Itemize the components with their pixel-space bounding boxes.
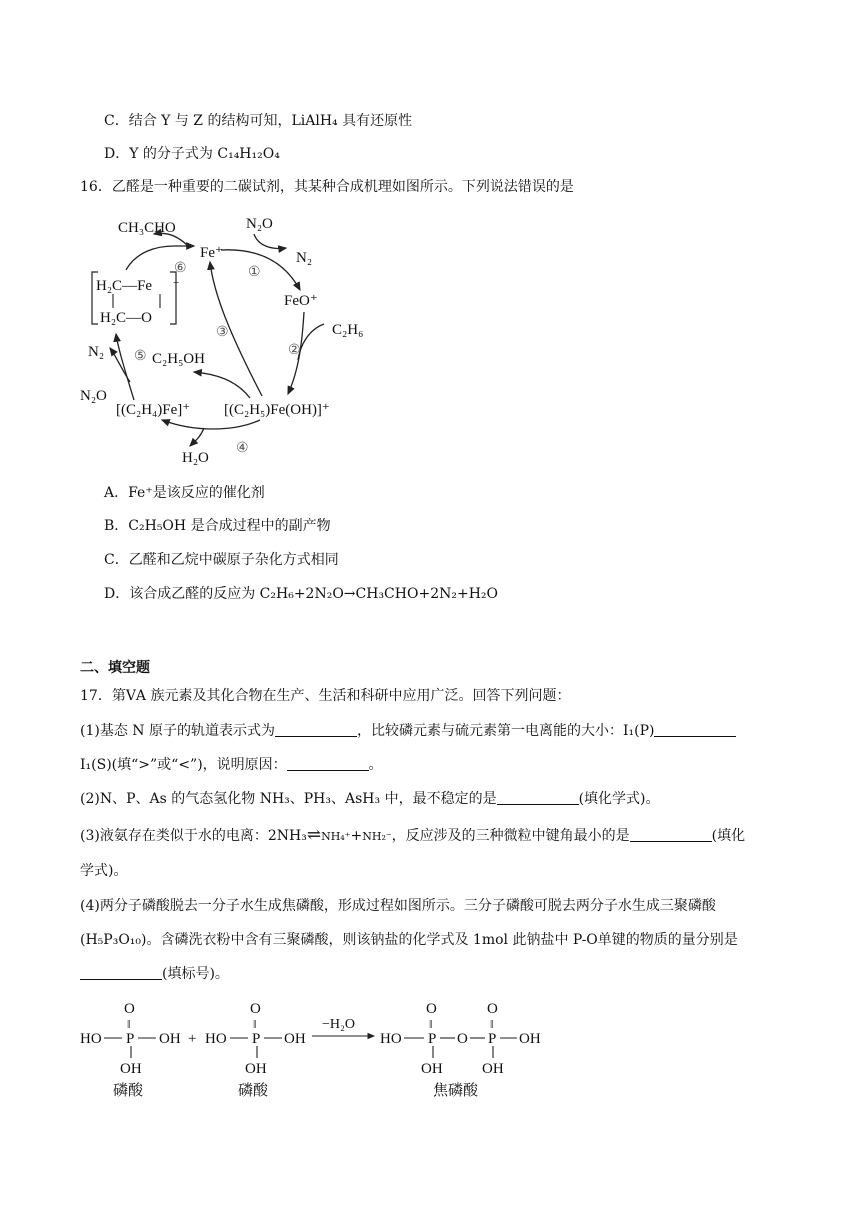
q17-stem: 17．第ⅤA 族元素及其化合物在生产、生活和科研中应用广泛。回答下列问题：	[80, 688, 571, 704]
pyro-p1: P	[428, 1031, 437, 1047]
q15-option-d: D．Y 的分子式为 C₁₄H₁₂O₄	[104, 146, 280, 162]
q17-part1-d: 。	[368, 757, 383, 773]
pyro-double-bond-2: ‖	[490, 1017, 494, 1031]
q17-part3-c: (填化	[711, 828, 746, 844]
answer-blank-2[interactable]	[654, 722, 736, 737]
pyro-o1: O	[426, 1001, 437, 1017]
step-2: ②	[288, 343, 301, 358]
ion-plus: +	[350, 828, 363, 844]
label-phosphoric-acid-1: 磷酸	[113, 1083, 144, 1099]
acid2-p: P	[252, 1031, 261, 1047]
n2o-top-label: N₂O	[246, 216, 273, 232]
step-3: ③	[216, 325, 229, 340]
pyro-o2: O	[487, 1001, 498, 1017]
step-1: ①	[248, 265, 261, 280]
q17-part3-line1	[80, 825, 745, 847]
acid2-oh-right: OH	[284, 1031, 306, 1047]
answer-blank-5[interactable]	[630, 827, 712, 842]
q16-option-d: D．该合成乙醛的反应为 C₂H₆+2N₂O→CH₃CHO+2N₂+H₂O	[104, 586, 498, 602]
answer-blank-1[interactable]	[275, 722, 357, 737]
q17-part4-line3	[80, 964, 229, 984]
step-4: ④	[236, 441, 249, 456]
q17-part2	[80, 789, 660, 809]
q17-part3-b: ，反应涉及的三种微粒中键角最小的是	[391, 828, 630, 844]
equilibrium-arrow: ⇌	[306, 825, 322, 845]
q16-mechanism-diagram	[76, 206, 386, 470]
n2o-left-label: N₂O	[80, 388, 107, 404]
n2-top-label: N₂	[296, 250, 313, 266]
acid2-double-bond: ‖	[253, 1017, 257, 1031]
q15-option-c: C．结合 Y 与 Z 的结构可知，LiAlH₄ 具有还原性	[104, 113, 413, 129]
answer-blank-4[interactable]	[497, 790, 579, 805]
acid1-o: O	[124, 1001, 135, 1017]
label-pyrophosphoric-acid: 焦磷酸	[433, 1083, 479, 1099]
acid2-ho: HO	[205, 1031, 227, 1047]
pyro-double-bond-1: ‖	[429, 1017, 433, 1031]
q16-option-b: B．C₂H₅OH 是合成过程中的副产物	[104, 518, 331, 534]
q17-part1-c: I₁(S)(填“>”或“<”)，说明原因：	[80, 757, 287, 773]
pyro-oh-bottom-2: OH	[482, 1061, 504, 1077]
c2h5oh-label: C₂H₅OH	[152, 351, 205, 367]
q17-part1-a: (1)基态 N 原子的轨道表示式为	[80, 723, 275, 739]
plus-sign: +	[188, 1031, 197, 1047]
acid2-o: O	[250, 1001, 261, 1017]
acid1-oh-right: OH	[159, 1031, 181, 1047]
q16-option-c: C．乙醛和乙烷中碳原子杂化方式相同	[104, 552, 339, 568]
q17-part3-d: 学式)。	[80, 863, 128, 879]
acid1-ho: HO	[80, 1031, 102, 1047]
q17-part4-b: (H₅P₃O₁₀)。含磷洗衣粉中含有三聚磷酸，则该钠盐的化学式及 1mol 此钠盐中 P-O单键的物质的量分别是	[80, 932, 738, 948]
c2h4fe-label: [(C₂H₄)Fe]⁺	[116, 402, 191, 418]
q17-part4-a: (4)两分子磷酸脱去一分子水生成焦磷酸，形成过程如图所示。三分子磷酸可脱去两分子水生成三聚磷酸	[80, 898, 716, 914]
q17-part1-line1	[80, 721, 736, 741]
c2h6-label: C₂H₆	[332, 322, 364, 338]
pyro-oh-right: OH	[519, 1031, 541, 1047]
feo-plus-label: FeO⁺	[284, 293, 318, 309]
ring-charge: +	[173, 277, 180, 289]
q17-part4-c: (填标号)。	[162, 966, 229, 982]
q16-stem: 16．乙醛是一种重要的二碳试剂，其某种合成机理如图所示。下列说法错误的是	[80, 179, 574, 195]
ch3cho-label: CH₃CHO	[118, 220, 176, 236]
pyro-p2: P	[488, 1031, 497, 1047]
q17-part3-a: (3)液氨存在类似于水的电离：2NH₃	[80, 828, 307, 844]
q16-option-a: A．Fe⁺是该反应的催化剂	[104, 485, 265, 501]
section-title: 二、填空题	[80, 660, 150, 676]
n2-left-label: N₂	[88, 344, 105, 360]
pyro-ho: HO	[380, 1031, 402, 1047]
h2o-label: H₂O	[182, 450, 209, 466]
label-phosphoric-acid-2: 磷酸	[238, 1083, 269, 1099]
fe-plus-label: Fe⁺	[200, 245, 223, 261]
pyro-oh-bottom-1: OH	[421, 1061, 443, 1077]
ring-bottom-label: H₂C—O	[100, 310, 152, 326]
acid1-double-bond: ‖	[127, 1017, 131, 1031]
answer-blank-3[interactable]	[287, 756, 369, 771]
nh2-ion: NH₂⁻	[362, 830, 392, 843]
c2h5feoh-label: [(C₂H₅)Fe(OH)]⁺	[224, 402, 330, 418]
q17-part2-a: (2)N、P、As 的气态氢化物 NH₃、PH₃、AsH₃ 中，最不稳定的是	[80, 791, 497, 807]
q17-part1-b: ，比较磷元素与硫元素第一电离能的大小：I₁(P)	[356, 723, 655, 739]
minus-water-label: −H₂O	[322, 1017, 355, 1032]
acid1-oh-bottom: OH	[120, 1061, 142, 1077]
q17-part1-line2	[80, 755, 383, 775]
acid1-p: P	[126, 1031, 135, 1047]
pyrophosphate-scheme	[78, 996, 558, 1104]
step-6: ⑥	[174, 261, 187, 276]
answer-blank-6[interactable]	[80, 965, 162, 980]
ring-top-label: H₂C—Fe	[96, 278, 153, 294]
q17-part2-b: (填化学式)。	[578, 791, 660, 807]
pyro-bridge-o: O	[457, 1031, 468, 1047]
acid2-oh-bottom: OH	[245, 1061, 267, 1077]
nh4-ion: NH₄⁺	[321, 830, 351, 843]
step-5: ⑤	[134, 349, 147, 364]
